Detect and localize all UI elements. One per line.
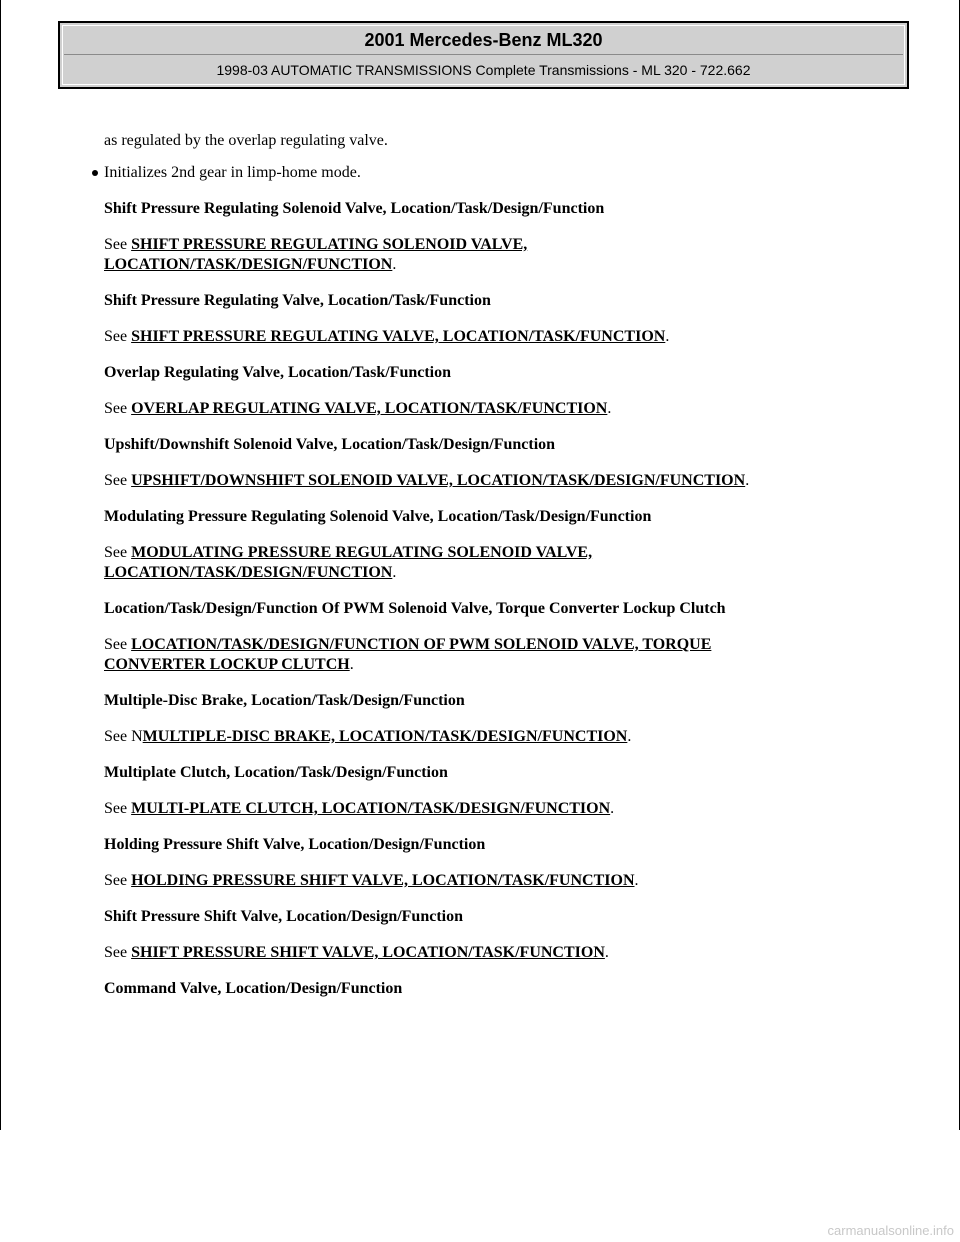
reference-link-line2: LOCATION/TASK/DESIGN/FUNCTION — [104, 256, 393, 273]
continued-text: as regulated by the overlap regulating valve. — [104, 132, 388, 149]
section-heading: Upshift/Downshift Solenoid Valve, Location/Task/Design/Function — [104, 436, 556, 453]
section-heading: Command Valve, Location/Design/Function — [104, 980, 403, 997]
reference-link[interactable]: MULTI-PLATE CLUTCH, LOCATION/TASK/DESIGN/FUNCTION — [131, 800, 611, 817]
section-heading: Shift Pressure Shift Valve, Location/Design/Function — [104, 908, 463, 925]
see-prefix: See — [104, 944, 132, 961]
header-title-cell — [64, 27, 903, 55]
vehicle-title: 2001 Mercedes-Benz ML320 — [364, 30, 603, 50]
see-prefix: See — [104, 400, 132, 417]
section-heading: Multiple-Disc Brake, Location/Task/Design/Function — [104, 692, 465, 709]
see-reference — [104, 471, 904, 491]
reference-link[interactable] — [104, 236, 527, 273]
reference-link[interactable]: SHIFT PRESSURE SHIFT VALVE, LOCATION/TASK/FUNCTION — [131, 944, 605, 961]
see-suffix: . — [634, 872, 639, 889]
see-suffix: . — [610, 800, 615, 817]
see-reference — [104, 399, 904, 419]
see-reference — [104, 543, 904, 583]
reference-link-line2: LOCATION/TASK/DESIGN/FUNCTION — [104, 564, 393, 581]
section-heading: Shift Pressure Regulating Valve, Location/Task/Function — [104, 292, 491, 309]
reference-link[interactable]: HOLDING PRESSURE SHIFT VALVE, LOCATION/TASK/FUNCTION — [131, 872, 635, 889]
site-watermark: carmanualsonline.info — [827, 1223, 954, 1238]
see-reference — [104, 635, 904, 675]
section-heading: Holding Pressure Shift Valve, Location/Design/Function — [104, 836, 486, 853]
section-heading: Location/Task/Design/Function Of PWM Solenoid Valve, Torque Converter Lockup Clutch — [104, 600, 726, 617]
reference-link-line1: SHIFT PRESSURE REGULATING SOLENOID VALVE, — [131, 236, 528, 253]
bullet-item — [104, 163, 904, 183]
see-reference — [104, 799, 904, 819]
section-heading: Multiplate Clutch, Location/Task/Design/Function — [104, 764, 448, 781]
see-suffix: . — [604, 944, 609, 961]
section-heading: Modulating Pressure Regulating Solenoid Valve, Location/Task/Design/Function — [104, 508, 652, 525]
see-reference — [104, 943, 904, 963]
document-body — [104, 131, 904, 1015]
see-suffix: . — [392, 564, 397, 581]
see-prefix: See N — [104, 728, 143, 745]
see-prefix: See — [104, 872, 132, 889]
reference-link[interactable]: OVERLAP REGULATING VALVE, LOCATION/TASK/FUNCTION — [131, 400, 608, 417]
see-suffix: . — [665, 328, 670, 345]
reference-link[interactable] — [104, 636, 711, 673]
see-prefix: See — [104, 236, 132, 253]
bullet-icon — [92, 170, 98, 176]
see-suffix: . — [349, 656, 354, 673]
see-reference — [104, 727, 904, 747]
see-suffix: . — [745, 472, 750, 489]
see-suffix: . — [607, 400, 612, 417]
reference-link[interactable]: SHIFT PRESSURE REGULATING VALVE, LOCATION/TASK/FUNCTION — [131, 328, 666, 345]
header-subtitle-cell — [64, 56, 903, 84]
reference-link[interactable]: UPSHIFT/DOWNSHIFT SOLENOID VALVE, LOCATION/TASK/DESIGN/FUNCTION — [131, 472, 746, 489]
see-reference — [104, 235, 904, 275]
see-prefix: See — [104, 636, 132, 653]
see-prefix: See — [104, 800, 132, 817]
document-header — [58, 21, 909, 89]
reference-link[interactable] — [104, 544, 592, 581]
reference-link-line2: CONVERTER LOCKUP CLUTCH — [104, 656, 350, 673]
reference-link-line1: MODULATING PRESSURE REGULATING SOLENOID VALVE, — [131, 544, 593, 561]
bullet-text: Initializes 2nd gear in limp-home mode. — [104, 164, 361, 181]
see-prefix: See — [104, 328, 132, 345]
see-reference — [104, 871, 904, 891]
section-heading: Shift Pressure Regulating Solenoid Valve, Location/Task/Design/Function — [104, 200, 605, 217]
reference-link[interactable]: MULTIPLE-DISC BRAKE, LOCATION/TASK/DESIGN/FUNCTION — [142, 728, 628, 745]
see-prefix: See — [104, 472, 132, 489]
see-reference — [104, 327, 904, 347]
reference-link-line1: LOCATION/TASK/DESIGN/FUNCTION OF PWM SOLENOID VALVE, TORQUE — [131, 636, 712, 653]
section-subtitle: 1998-03 AUTOMATIC TRANSMISSIONS Complete Transmissions - ML 320 - 722.662 — [216, 62, 751, 78]
see-prefix: See — [104, 544, 132, 561]
see-suffix: . — [392, 256, 397, 273]
section-heading: Overlap Regulating Valve, Location/Task/Function — [104, 364, 452, 381]
see-suffix: . — [627, 728, 632, 745]
